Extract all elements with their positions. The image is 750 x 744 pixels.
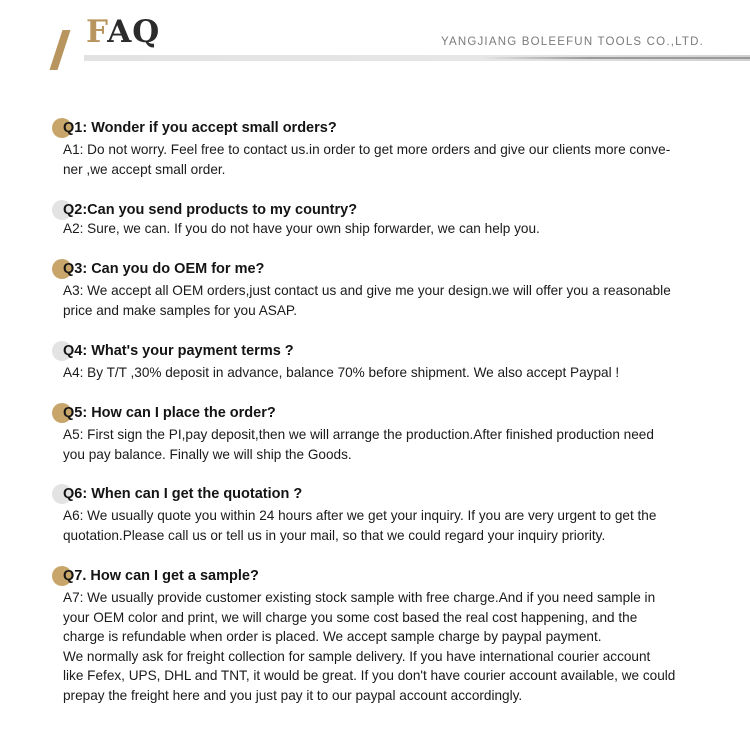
page-title bbox=[86, 14, 160, 50]
answer-line: charge is refundable when order is placed. We accept sample charge by paypal payment. bbox=[63, 629, 602, 645]
page-title-initial: F bbox=[86, 14, 108, 50]
question-text: Q6: When can I get the quotation ? bbox=[63, 486, 303, 502]
answer-line: A2: Sure, we can. If you do not have your own ship forwarder, we can help you. bbox=[63, 221, 540, 236]
company-name: YANGJIANG BOLEEFUN TOOLS CO.,LTD. bbox=[440, 36, 704, 48]
answer-line: We normally ask for freight collection for sample delivery. If you have international courier account bbox=[63, 648, 651, 664]
answer-line: price and make samples for you ASAP. bbox=[63, 302, 297, 318]
accent-slash bbox=[50, 30, 71, 70]
answer-text bbox=[63, 219, 703, 239]
answer-line: A1: Do not worry. Feel free to contact us.in order to get more orders and give our clients more conve- bbox=[63, 142, 671, 157]
answer-text bbox=[63, 506, 703, 545]
answer-line: quotation.Please call us or tell us in your mail, so that we could regard your inquiry priority. bbox=[63, 527, 606, 543]
answer-text bbox=[63, 363, 703, 383]
answer-line: A4: By T/T ,30% deposit in advance, balance 70% before shipment. We also accept Paypal ! bbox=[63, 365, 620, 380]
answer-line: A6: We usually quote you within 24 hours after we get your inquiry. If you are very urgent to get the bbox=[63, 508, 657, 523]
answer-line: A7: We usually provide customer existing stock sample with free charge.And if you need sample in bbox=[63, 590, 656, 605]
answer-line: ner ,we accept small order. bbox=[63, 161, 226, 177]
question-text: Q3: Can you do OEM for me? bbox=[63, 261, 265, 277]
answer-text bbox=[63, 425, 703, 464]
answer-text bbox=[63, 588, 703, 706]
question-text: Q1: Wonder if you accept small orders? bbox=[63, 120, 337, 136]
answer-line: A3: We accept all OEM orders,just contact us and give me your design.we will offer you a reasonable bbox=[63, 283, 671, 298]
question-text: Q5: How can I place the order? bbox=[63, 405, 276, 421]
question-text: Q4: What's your payment terms ? bbox=[63, 343, 294, 359]
answer-text bbox=[63, 281, 703, 320]
page-title-rest: AQ bbox=[107, 14, 161, 50]
header-rule-accent bbox=[482, 57, 750, 59]
answer-text bbox=[63, 140, 703, 179]
answer-line: your OEM color and print, we will charge you some cost based the real cost happening, and the bbox=[63, 609, 638, 625]
answer-line: A5: First sign the PI,pay deposit,then we will arrange the production.After finished production need bbox=[63, 427, 654, 442]
page-header bbox=[0, 0, 750, 80]
answer-line: like Fefex, UPS, DHL and TNT, it would be great. If you don't have courier account available, we could bbox=[63, 668, 676, 684]
question-text: Q7. How can I get a sample? bbox=[63, 568, 259, 584]
answer-line: prepay the freight here and you just pay it to our paypal account accordingly. bbox=[63, 687, 523, 703]
answer-line: you pay balance. Finally we will ship the Goods. bbox=[63, 446, 352, 462]
question-text: Q2:Can you send products to my country? bbox=[63, 202, 358, 218]
